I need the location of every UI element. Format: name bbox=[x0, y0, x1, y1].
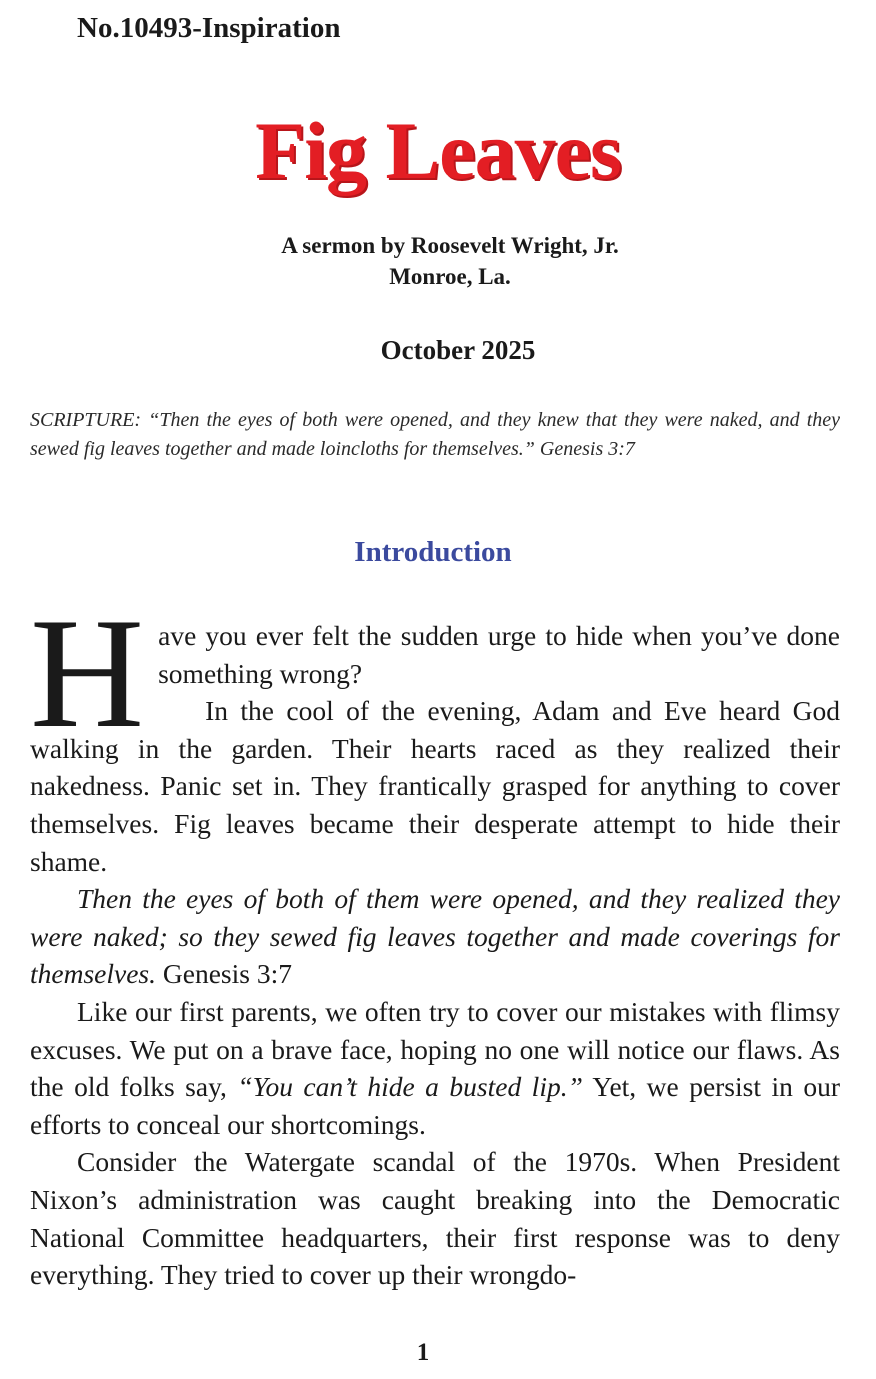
paragraph-1 bbox=[30, 586, 840, 761]
issue-number: No.10493-Inspiration bbox=[77, 12, 341, 44]
paragraph-1-text: ave you ever felt the sudden urge to hide when you’ve done something wrong? bbox=[158, 620, 840, 689]
scripture-quote: SCRIPTURE: “Then the eyes of both were opened, and they knew that they were naked, and they sewed fig leaves together and made loincloths for themselves.” Genesis 3:7 bbox=[30, 409, 840, 460]
sermon-title: Fig Leaves bbox=[255, 105, 621, 196]
bible-reference: Genesis 3:7 bbox=[156, 958, 292, 990]
paragraph-4-text-b: Yet, we persist in our efforts to conceal our shortcomings. bbox=[30, 1071, 840, 1140]
paragraph-5: Consider the Watergate scandal of the 1970s. When President Nixon’s administration was caught breaking into the Democratic National Committee headquarters, their first response was to deny everything. They tried to cover up their wrongdo- bbox=[30, 1146, 840, 1291]
paragraph-3 bbox=[30, 880, 840, 993]
drop-cap: H bbox=[30, 586, 145, 761]
author-line: A sermon by Roosevelt Wright, Jr. bbox=[281, 233, 619, 258]
section-heading-introduction: Introduction bbox=[354, 536, 512, 568]
sermon-body bbox=[30, 586, 840, 1294]
page-number: 1 bbox=[416, 1339, 430, 1366]
paragraph-4-text-a: Like our first parents, we often try to cover our mistakes with flimsy excuses. We put on a brave face, hoping no one will notice our flaws. As the old folks say, bbox=[30, 995, 840, 1103]
paragraph-2: In the cool of the evening, Adam and Eve heard God walking in the garden. Their hearts raced as they realized their nakedness. Panic set in. They frantically grasped for anything to cover themselves. Fig leaves became their desperate attempt to hide their shame. bbox=[30, 695, 840, 877]
byline bbox=[0, 230, 876, 292]
sermon-date: October 2025 bbox=[380, 335, 536, 365]
folk-saying: “You can’t hide a busted lip.” bbox=[237, 1071, 583, 1103]
bible-quote: Then the eyes of both of them were opened, and they realized they were naked; so they sewed fig leaves together and made coverings for themselves. bbox=[30, 883, 840, 990]
paragraph-4 bbox=[30, 993, 840, 1143]
location-line: Monroe, La. bbox=[389, 264, 511, 289]
